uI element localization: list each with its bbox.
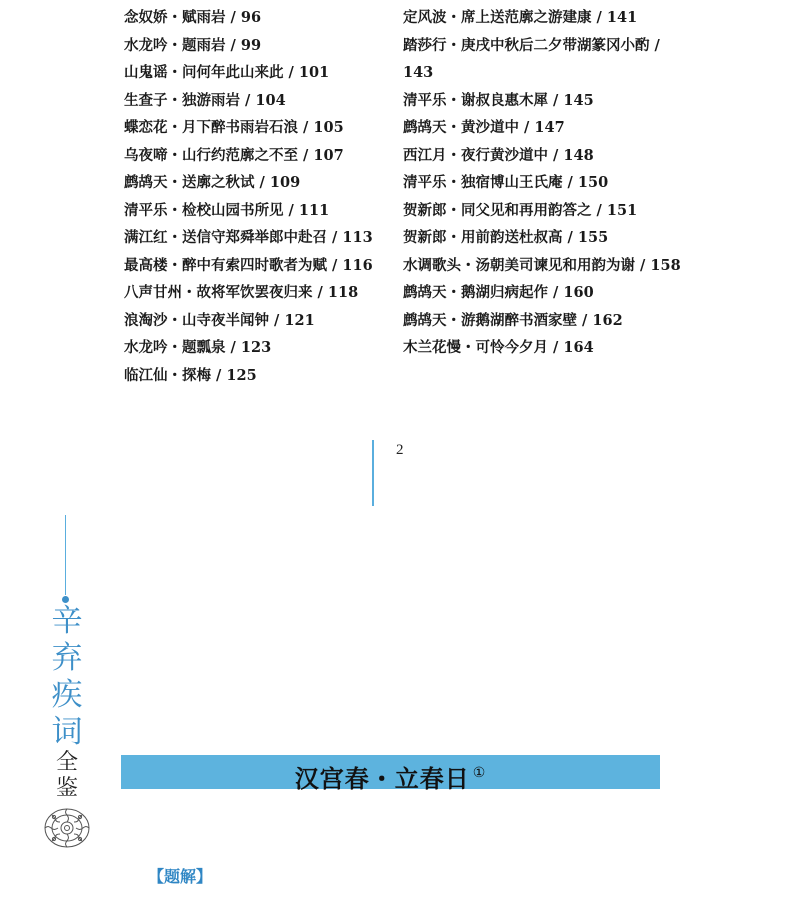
book-title-char: 词 [51,714,83,750]
toc-right-column [403,4,683,362]
footnote-marker[interactable]: ① [472,765,487,781]
toc-entry[interactable]: 定风波・席上送范廓之游建康 / 141 [403,9,638,26]
toc-entry[interactable]: 八声甘州・故将军饮罢夜归来 / 118 [124,284,359,301]
page-number: 2 [396,442,404,458]
toc-entry[interactable]: 踏莎行・庚戌中秋后二夕带湖篆冈小酌 / 143 [403,36,660,81]
toc-entry[interactable]: 乌夜啼・山行约范廓之不至 / 107 [124,146,344,164]
book-title-vertical [49,603,85,751]
toc-entry[interactable]: 清平乐・检校山园书所见 / 111 [124,201,330,219]
book-subtitle-char: 鉴 [55,776,78,801]
toc-entry[interactable]: 蝶恋花・月下醉书雨岩石浪 / 105 [124,119,344,136]
book-title-char: 辛 [51,603,83,639]
toc-entry[interactable]: 念奴娇・赋雨岩 / 96 [124,9,262,26]
book-title-char: 弃 [51,640,83,676]
toc-entry[interactable]: 鹧鸪天・鹅湖归病起作 / 160 [403,284,594,301]
toc-entry[interactable]: 生查子・独游雨岩 / 104 [124,91,286,109]
toc-entry[interactable]: 最高楼・醉中有索四时歌者为赋 / 116 [124,256,373,274]
toc-entry[interactable]: 清平乐・独宿博山王氏庵 / 150 [403,174,609,191]
toc-entry[interactable]: 鹧鸪天・黄沙道中 / 147 [403,119,565,136]
folio-divider [372,440,374,506]
poem-title [121,755,660,793]
toc-entry[interactable]: 浪淘沙・山寺夜半闻钟 / 121 [124,311,315,329]
book-title-char: 疾 [51,677,83,713]
side-dot [62,596,69,603]
toc-entry[interactable]: 西江月・夜行黄沙道中 / 148 [403,146,594,164]
toc-entry[interactable]: 木兰花慢・可怜今夕月 / 164 [403,339,594,356]
poem-title-text: 汉宫春・立春日 [294,764,470,793]
truncated-body-text [148,893,668,901]
toc-left-column [124,4,384,389]
toc-entry[interactable]: 鹧鸪天・游鹅湖醉书酒家壁 / 162 [403,311,623,329]
toc-entry[interactable]: 贺新郎・同父见和再用韵答之 / 151 [403,201,638,219]
toc-entry[interactable]: 满江红・送信守郑舜举郎中赴召 / 113 [124,229,373,246]
toc-entry[interactable]: 水龙吟・题雨岩 / 99 [124,36,262,54]
book-subtitle-char: 全 [55,750,78,775]
section-heading-tijie: 【题解】 [148,867,213,886]
side-divider [65,515,66,595]
toc-entry[interactable]: 水龙吟・题瓢泉 / 123 [124,339,272,356]
toc-entry[interactable]: 水调歌头・汤朝美司谏见和用韵为谢 / 158 [403,256,681,274]
toc-entry[interactable]: 鹧鸪天・送廓之秋试 / 109 [124,174,301,191]
toc-entry[interactable]: 清平乐・谢叔良惠木犀 / 145 [403,91,594,109]
toc-entry[interactable]: 临江仙・探梅 / 125 [124,366,257,384]
toc-entry[interactable]: 贺新郎・用前韵送杜叔高 / 155 [403,229,609,246]
toc-entry[interactable]: 山鬼谣・问何年此山来此 / 101 [124,64,330,81]
book-subtitle-vertical [53,750,81,802]
floral-medallion-icon [42,805,92,851]
